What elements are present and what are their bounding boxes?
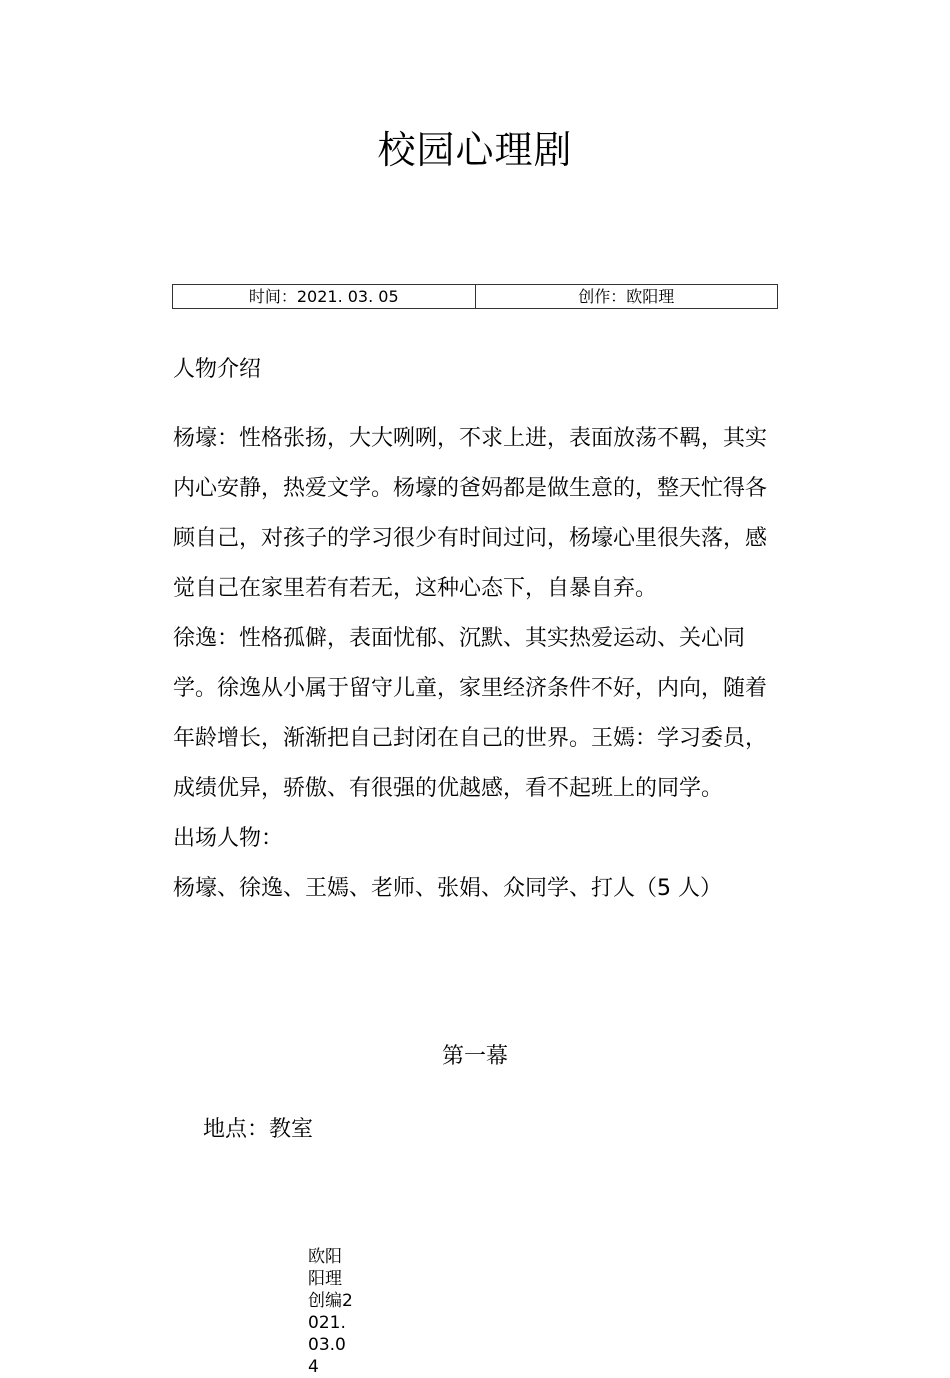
act-title: 第一幕 <box>441 1044 508 1069</box>
section-heading: 人物介绍 <box>173 357 262 382</box>
document-body <box>173 414 773 914</box>
meta-table <box>172 284 778 309</box>
meta-time: 时间：2021. 03. 05 <box>173 285 476 308</box>
meta-author: 创作：欧阳理 <box>578 287 675 306</box>
document-title: 校园心理剧 <box>377 128 573 172</box>
paragraph: 杨壕、徐逸、王嫣、老师、张娟、众同学、打人（5 人） <box>173 876 722 901</box>
location-line: 地点：教室 <box>203 1117 314 1142</box>
paragraph: 徐逸：性格孤僻，表面忧郁、沉默、其实热爱运动、关心同学。徐逸从小属于留守儿童，家里经济条件不好，内向，随着年龄增长，渐渐把自己封闭在自己的世界。王嫣：学习委员，成绩优异，骄傲、有很强的优越感，看不起班上的同学。 <box>173 626 768 801</box>
footer-note: 欧阳阳理创编2021.03.04 <box>308 1247 353 1377</box>
paragraph: 出场人物： <box>173 826 284 851</box>
paragraph: 杨壕：性格张扬，大大咧咧，不求上进，表面放荡不羁，其实内心安静，热爱文学。杨壕的爸妈都是做生意的，整天忙得各顾自己，对孩子的学习很少有时间过问，杨壕心里很失落，感觉自己在家里若有若无，这种心态下，自暴自弃。 <box>173 426 768 601</box>
